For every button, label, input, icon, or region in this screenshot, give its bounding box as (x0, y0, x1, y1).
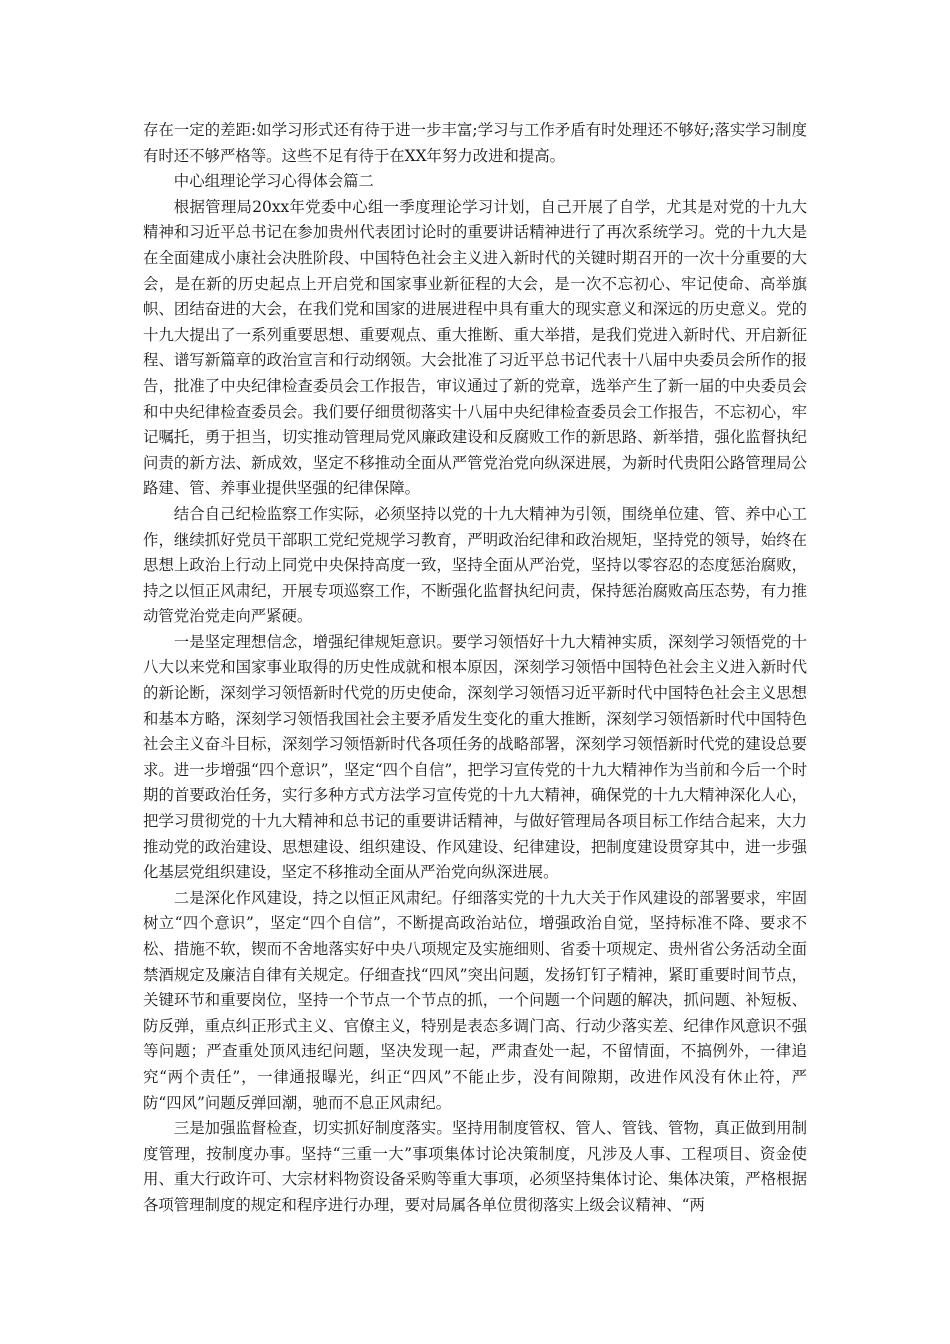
paragraph: 结合自己纪检监察工作实际，必须坚持以党的十九大精神为引领，围绕单位建、管、养中心工作，继续抓好党员干部职工党纪党规学习教育，严明政治纪律和政治规矩，坚持党的领导，始终在思想上政治上行动上同党中央保持高度一致，坚持全面从严治党，坚持以零容忍的态度惩治腐败，持之以恒正风肃纪，开展专项巡察工作，不断强化监督执纪问责，保持惩治腐败高压态势，有力推动管党治党走向严紧硬。 (143, 504, 807, 626)
paragraph-continuation: 存在一定的差距:如学习形式还有待于进一步丰富;学习与工作矛盾有时处理还不够好;落实学习制度有时还不够严格等。这些不足有待于在XX年努力改进和提高。 (143, 121, 807, 165)
paragraph: 一是坚定理想信念，增强纪律规矩意识。要学习领悟好十九大精神实质，深刻学习领悟党的十八大以来党和国家事业取得的历史性成就和根本原因，深刻学习领悟中国特色社会主义进入新时代的新论断，深刻学习领悟新时代党的历史使命，深刻学习领悟习近平新时代中国特色社会主义思想和基本方略，深刻学习领悟我国社会主要矛盾发生变化的重大推断，深刻学习领悟新时代中国特色社会主义奋斗目标，深刻学习领悟新时代各项任务的战略部署，深刻学习领悟新时代党的建设总要求。进一步增强“四个意识”，坚定“四个自信”，把学习宣传党的十九大精神作为当前和今后一个时期的首要政治任务，实行多种方式方法学习宣传党的十九大精神，确保党的十九大精神深化人心，把学习贯彻党的十九大精神和总书记的重要讲话精神，与做好管理局各项目标工作结合起来，大力推动党的政治建设、思想建设、组织建设、作风建设、纪律建设，把制度建设贯穿其中，进一步强化基层党组织建设，坚定不移推动全面从严治党向纵深进展。 (143, 632, 807, 882)
paragraph: 根据管理局20xx年党委中心组一季度理论学习计划，自己开展了自学，尤其是对党的十九大精神和习近平总书记在参加贵州代表团讨论时的重要讲话精神进行了再次系统学习。党的十九大是在全面建成小康社会决胜阶段、中国特色社会主义进入新时代的关键时期召开的一次十分重要的大会，是在新的历史起点上开启党和国家事业新征程的大会，是一次不忘初心、牢记使命、高举旗帜、团结奋进的大会，在我们党和国家的进展进程中具有重大的现实意义和深远的历史意义。党的十九大提出了一系列重要思想、重要观点、重大推断、重大举措，是我们党进入新时代、开启新征程、谱写新篇章的政治宣言和行动纲领。大会批准了习近平总书记代表十八届中央委员会所作的报告，批准了中央纪律检查委员会工作报告，审议通过了新的党章，选举产生了新一届的中央委员会和中央纪律检查委员会。我们要仔细贯彻落实十八届中央纪律检查委员会工作报告，不忘初心，牢记嘱托，勇于担当，切实推动管理局党风廉政建设和反腐败工作的新思路、新举措，强化监督执纪问责的新方法、新成效，坚定不移推动全面从严管党治党向纵深进展，为新时代贵阳公路管理局公路建、管、养事业提供坚强的纪律保障。 (143, 197, 807, 498)
paragraph: 二是深化作风建设，持之以恒正风肃纪。仔细落实党的十九大关于作风建设的部署要求，牢固树立“四个意识”，坚定“四个自信”，不断提高政治站位，增强政治自觉，坚持标准不降、要求不松、措施不软，锲而不舍地落实好中央八项规定及实施细则、省委十项规定、贵州省公务活动全面禁酒规定及廉洁自律有关规定。仔细查找“四风”突出问题，发扬钉钉子精神，紧盯重要时间节点，关键环节和重要岗位，坚持一个节点一个节点的抓，一个问题一个问题的解决，抓问题、补短板、防反弹，重点纠正形式主义、官僚主义，特别是表态多调门高、行动少落实差、纪律作风意识不强等问题；严查重处顶风违纪问题，坚决发现一起，严肃查处一起，不留情面，不搞例外，一律追究“两个责任”，一律通报曝光，纠正“四风”不能止步，没有间隙期，改进作风没有休止符，严防“四风”问题反弹回潮，驰而不息正风肃纪。 (143, 888, 807, 1112)
paragraph: 三是加强监督检查，切实抓好制度落实。坚持用制度管权、管人、管钱、管物，真正做到用制度管理，按制度办事。坚持“三重一大”事项集体讨论决策制度，凡涉及人事、工程项目、资金使用、重大行政许可、大宗材料物资设备采购等重大事项，必须坚持集体讨论、集体决策，严格根据各项管理制度的规定和程序进行办理，要对局属各单位贯彻落实上级会议精神、“两 (143, 1119, 807, 1214)
document-page (143, 118, 807, 1219)
section-heading: 中心组理论学习心得体会篇二 (173, 172, 374, 191)
